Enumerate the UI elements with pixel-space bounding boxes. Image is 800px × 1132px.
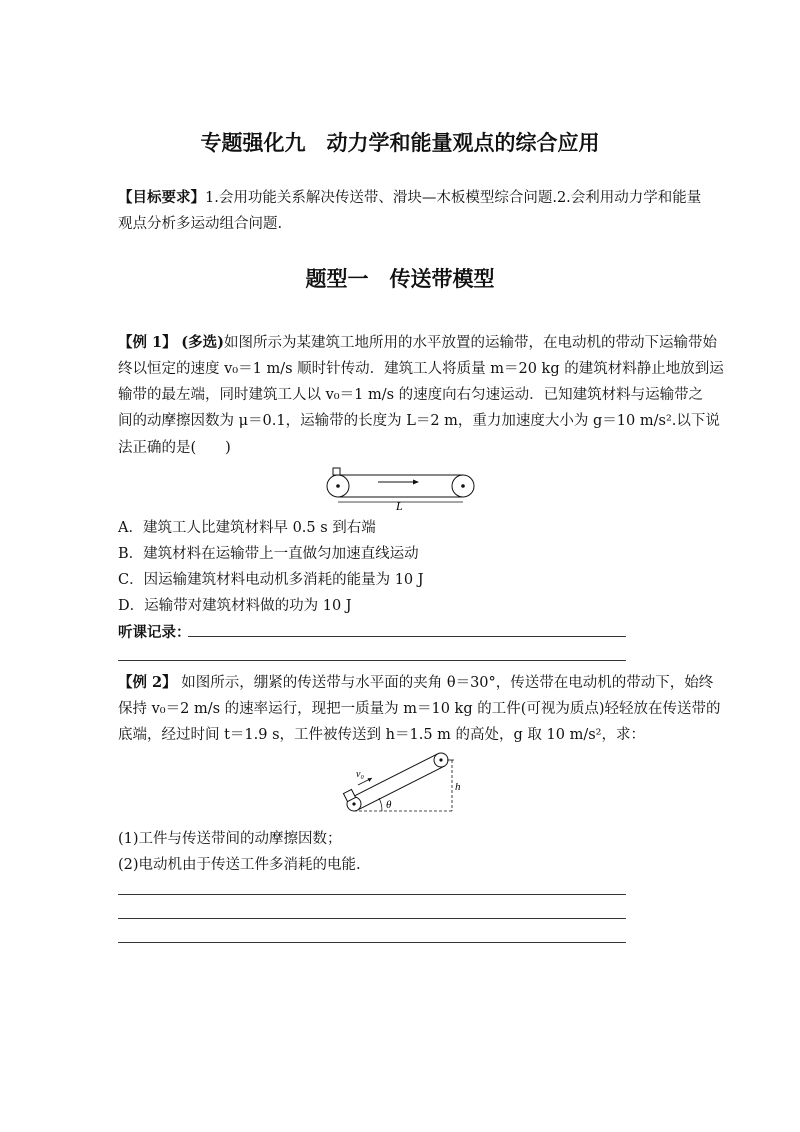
horizontal-conveyor-figure — [318, 462, 483, 512]
answer-line-3[interactable] — [118, 942, 626, 943]
length-label: L — [396, 499, 403, 512]
example1-line-1 — [118, 331, 717, 352]
example2-line-3: 底端，经过时间 t＝1.9 s，工件被传送到 h＝1.5 m 的高处，g 取 10 m/s²，求： — [118, 727, 645, 743]
example1-line-5: 法正确的是( ) — [118, 440, 231, 456]
example1-line-3: 输带的最左端，同时建筑工人以 v₀＝1 m/s 的速度向右匀速运动．已知建筑材料与运输带之 — [118, 387, 704, 403]
example2-line-2: 保持 v₀＝2 m/s 的速率运行，现把一质量为 m＝10 kg 的工件(可视为质点)轻轻放在传送带的 — [118, 701, 721, 717]
answer-line-1[interactable] — [118, 894, 626, 895]
workpiece-block — [343, 789, 355, 801]
example1-tag: (多选) — [181, 334, 224, 351]
option-d: D．运输带对建筑材料做的功为 10 J — [118, 598, 352, 614]
goal-text-1: 1.会用功能关系解决传送带、滑块—木板模型综合问题.2.会利用动力学和能量 — [205, 190, 702, 206]
question-1: (1)工件与传送带间的动摩擦因数； — [118, 831, 342, 847]
material-block — [333, 468, 340, 475]
example1-line-4: 间的动摩擦因数为 μ＝0.1，运输带的长度为 L＝2 m，重力加速度大小为 g＝10 m/s².以下说 — [118, 413, 720, 429]
page-title: 专题强化九 动力学和能量观点的综合应用 — [200, 131, 600, 155]
theta-label: θ — [386, 799, 392, 811]
example1-label: 【例 1】 — [118, 334, 177, 351]
example2-label: 【例 2】 — [118, 674, 177, 691]
example1-text-1: 如图所示为某建筑工地所用的水平放置的运输带，在电动机的带动下运输带始 — [223, 335, 717, 351]
example2-line-1 — [118, 671, 713, 692]
example2-text-1: 如图所示，绷紧的传送带与水平面的夹角 θ＝30°，传送带在电动机的带动下，始终 — [181, 675, 714, 691]
notes-line-1[interactable] — [188, 636, 626, 637]
angle-arc — [379, 798, 382, 811]
example1-line-2: 终以恒定的速度 v₀＝1 m/s 顺时针传动．建筑工人将质量 m＝20 kg 的建筑材料静止地放到运 — [118, 361, 724, 377]
notes-label: 听课记录： — [118, 624, 191, 641]
velocity-label: v₀ — [356, 769, 364, 780]
section-title: 题型一 传送带模型 — [305, 267, 495, 291]
goal-line-2: 观点分析多运动组合问题. — [118, 216, 283, 232]
goal-line-1 — [118, 186, 701, 207]
goal-label: 【目标要求】 — [118, 189, 205, 206]
question-2: (2)电动机由于传送工件多消耗的电能. — [118, 857, 361, 873]
answer-line-2[interactable] — [118, 918, 626, 919]
inclined-conveyor-figure — [338, 752, 468, 816]
height-label: h — [455, 781, 461, 793]
option-b: B．建筑材料在运输带上一直做匀加速直线运动 — [118, 546, 419, 562]
notes-line-2[interactable] — [118, 660, 626, 661]
option-a: A．建筑工人比建筑材料早 0.5 s 到右端 — [118, 520, 376, 536]
option-c: C．因运输建筑材料电动机多消耗的能量为 10 J — [118, 572, 424, 588]
